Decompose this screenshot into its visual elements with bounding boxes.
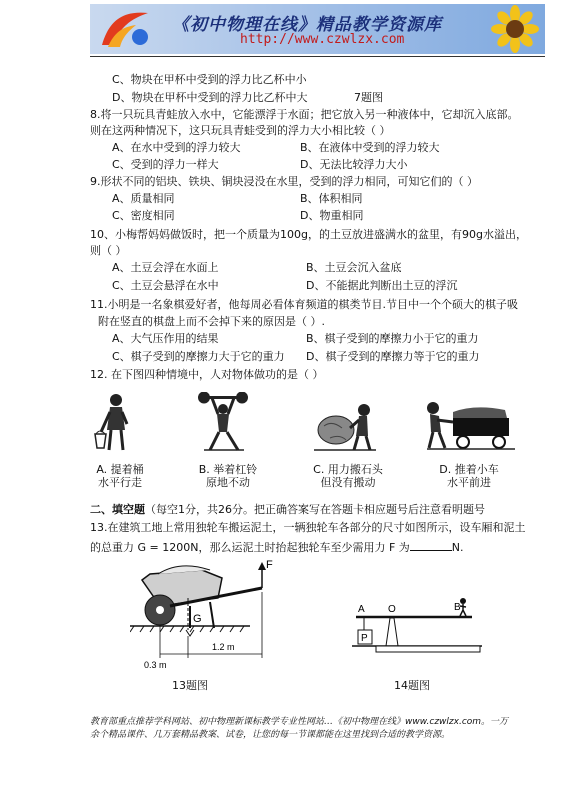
q13-stem-2-text: 的总重力 G = 1200N，那么运泥土时抬起独轮车至少需用力 F 为 bbox=[90, 541, 410, 554]
q10-option-c: C、土豆会悬浮在水中 bbox=[112, 279, 219, 292]
header-title: 《初中物理在线》精品教学资源库 bbox=[172, 15, 442, 35]
q8-option-c: C、受到的浮力一样大 bbox=[112, 158, 219, 171]
q11-option-b: B、棋子受到的摩擦力小于它的重力 bbox=[306, 332, 479, 345]
q13-stem-2 bbox=[90, 539, 464, 555]
fig13-gravity-label: G bbox=[193, 613, 202, 625]
q11-option-a: A、大气压作用的结果 bbox=[112, 332, 219, 345]
person-pushing-cart-picture bbox=[425, 398, 517, 454]
q11-stem-2: 附在竖直的棋盘上而不会掉下来的原因是（ ）. bbox=[98, 315, 325, 328]
fig14-pivot-o: O bbox=[388, 604, 396, 615]
fig13-force-label: F bbox=[266, 559, 273, 571]
fig14-caption: 14题图 bbox=[394, 679, 430, 692]
fig13-caption: 13题图 bbox=[172, 679, 208, 692]
lever-figure bbox=[350, 596, 485, 656]
section2-heading-line bbox=[90, 503, 485, 517]
q10-stem-1: 10、小梅帮妈妈做饭时，把一个质量为100g，的土豆放进盛满水的盆里，有90g水溢出， bbox=[90, 228, 527, 241]
person-lifting-barbell-picture bbox=[198, 392, 248, 454]
section2-title: 二、填空题 bbox=[90, 503, 145, 516]
q8-stem-2: 则在这两种情况下，这只玩具青蛙受到的浮力大小相比较（ ） bbox=[90, 124, 391, 137]
person-pushing-stone-picture bbox=[312, 398, 378, 454]
fig13-distance-1: 0.3 m bbox=[144, 660, 167, 670]
q12-caption-b-line1: B. 举着杠铃 bbox=[198, 463, 258, 476]
q9-option-d: D、物重相同 bbox=[300, 209, 364, 222]
q10-option-d: D、不能据此判断出土豆的浮沉 bbox=[306, 279, 458, 292]
fig13-distance-2: 1.2 m bbox=[212, 642, 235, 652]
q13-unit: N. bbox=[451, 541, 464, 554]
fig14-point-a: A bbox=[358, 604, 365, 615]
footer-line-2: 余个精品课件、几万套精品教案、试卷，让您的每一节课都能在这里找到合适的教学资源。 bbox=[90, 730, 451, 740]
q11-option-d: D、棋子受到的摩擦力等于它的重力 bbox=[306, 350, 480, 363]
footer-line-1: 教育部重点推荐学科网站、初中物理新课标教学专业性网站…《初中物理在线》www.czwlzx.com。一万 bbox=[90, 717, 509, 727]
q8-stem-1: 8.将一只玩具青蛙放入水中，它能漂浮于水面；把它放入另一种液体中，它却沉入底部。 bbox=[90, 108, 519, 121]
q8-option-b: B、在液体中受到的浮力较大 bbox=[300, 141, 440, 154]
q12-caption-a-line1: A. 提着桶 bbox=[96, 463, 144, 476]
q12-stem: 12. 在下图四种情境中，人对物体做功的是（ ） bbox=[90, 368, 324, 381]
q12-caption-b bbox=[186, 463, 270, 489]
q10-option-b: B、土豆会沉入盆底 bbox=[306, 261, 402, 274]
q9-option-c: C、密度相同 bbox=[112, 209, 175, 222]
q11-stem-1: 11.小明是一名象棋爱好者，他每周必看体育频道的棋类节目.节目中一个个硕大的棋子吸 bbox=[90, 298, 518, 311]
q8-option-a: A、在水中受到的浮力较大 bbox=[112, 141, 241, 154]
q13-answer-blank[interactable] bbox=[410, 539, 452, 551]
wheelbarrow-figure bbox=[130, 558, 285, 673]
q7-figure-label: 7题图 bbox=[354, 91, 383, 104]
q12-caption-b-line2: 原地不动 bbox=[206, 476, 250, 489]
q7-option-d: D、物块在甲杯中受到的浮力比乙杯中大 bbox=[112, 91, 308, 104]
q11-option-c: C、棋子受到的摩擦力大于它的重力 bbox=[112, 350, 285, 363]
q10-stem-2: 则（ ） bbox=[90, 244, 127, 257]
q9-option-b: B、体积相同 bbox=[300, 192, 363, 205]
q13-stem-1: 13.在建筑工地上常用独轮车搬运泥土，一辆独轮车各部分的尺寸如图所示，设车厢和泥土 bbox=[90, 521, 526, 534]
q7-option-c: C、物块在甲杯中受到的浮力比乙杯中小 bbox=[112, 73, 307, 86]
site-logo bbox=[96, 7, 154, 51]
header-banner bbox=[90, 4, 545, 54]
person-carrying-bucket-picture bbox=[92, 392, 140, 454]
q10-option-a: A、土豆会浮在水面上 bbox=[112, 261, 219, 274]
q12-caption-a bbox=[80, 463, 160, 489]
q9-stem: 9.形状不同的铝块、铁块、铜块浸没在水里，受到的浮力相同，可知它们的（ ） bbox=[90, 175, 478, 188]
q12-caption-c-line1: C. 用力搬石头 bbox=[313, 463, 383, 476]
q12-caption-d-line2: 水平前进 bbox=[447, 476, 491, 489]
q12-caption-d bbox=[426, 463, 512, 489]
q12-caption-c bbox=[300, 463, 396, 489]
header-rule bbox=[90, 56, 545, 57]
q12-caption-d-line1: D. 推着小车 bbox=[439, 463, 499, 476]
fig14-weight-p: P bbox=[361, 633, 368, 644]
page-footer bbox=[90, 716, 545, 742]
q12-caption-a-line2: 水平行走 bbox=[98, 476, 142, 489]
header-url[interactable]: http://www.czwlzx.com bbox=[240, 32, 405, 47]
q9-option-a: A、质量相同 bbox=[112, 192, 175, 205]
q12-caption-c-line2: 但没有搬动 bbox=[320, 476, 376, 489]
q8-option-d: D、无法比较浮力大小 bbox=[300, 158, 408, 171]
fig14-point-b: B bbox=[454, 602, 461, 613]
sunflower-icon bbox=[485, 4, 543, 54]
section2-instructions: （每空1分，共26分。把正确答案写在答题卡相应题号后注意看明题号 bbox=[145, 503, 485, 516]
